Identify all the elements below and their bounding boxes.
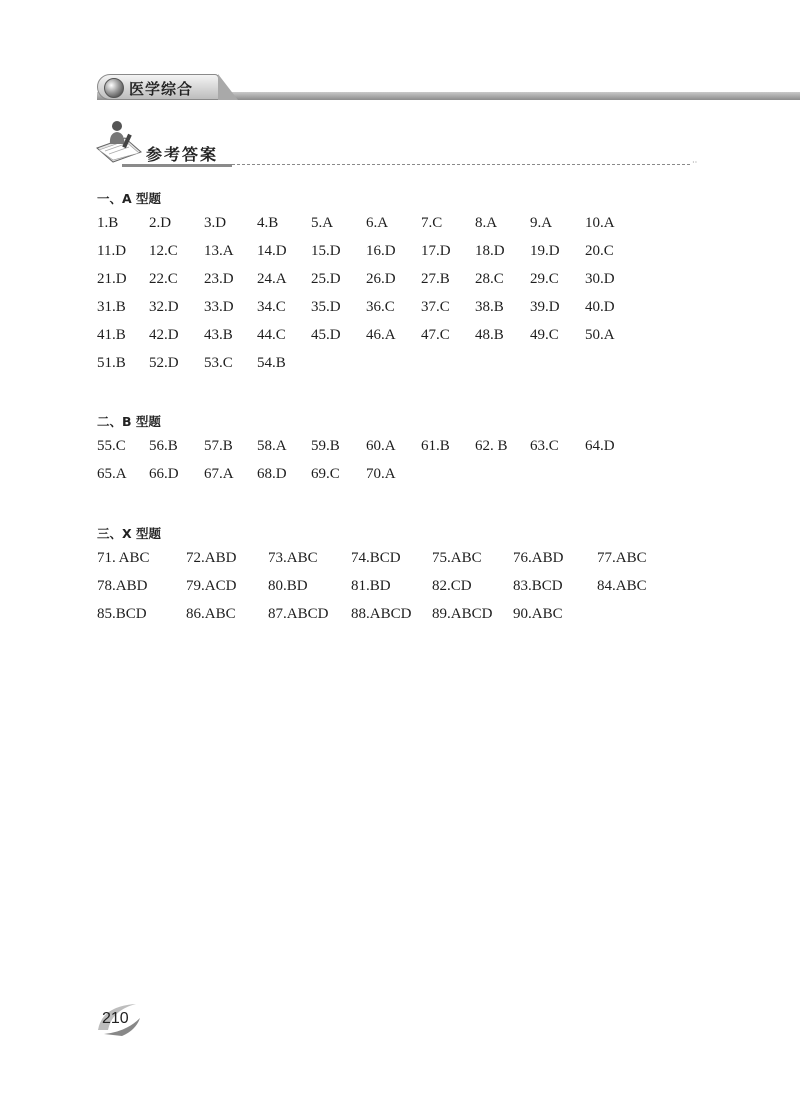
answer-item: 83.BCD — [513, 578, 563, 594]
answer-item: 49.C — [530, 327, 559, 343]
answer-item: 51.B — [97, 355, 126, 371]
section-3 — [97, 524, 647, 628]
answer-item: 81.BD — [351, 578, 391, 594]
answer-item: 66.D — [149, 466, 179, 482]
answer-item: 50.A — [585, 327, 615, 343]
answer-item: 12.C — [149, 243, 178, 259]
answer-item: 33.D — [204, 299, 234, 315]
answer-item: 38.B — [475, 299, 504, 315]
section-1 — [97, 189, 615, 377]
answer-row — [97, 544, 647, 572]
answer-item: 13.A — [204, 243, 234, 259]
answer-item: 73.ABC — [268, 550, 318, 566]
answer-item: 15.D — [311, 243, 341, 259]
answer-item: 70.A — [366, 466, 396, 482]
answer-item: 72.ABD — [186, 550, 237, 566]
answer-item: 3.D — [204, 215, 227, 231]
header-title: 医学综合 — [129, 80, 194, 98]
answer-item: 17.D — [421, 243, 451, 259]
answer-item: 37.C — [421, 299, 450, 315]
answer-item: 84.ABC — [597, 578, 647, 594]
answer-item: 30.D — [585, 271, 615, 287]
answer-item: 77.ABC — [597, 550, 647, 566]
answer-row — [97, 293, 615, 321]
answers-dotted-rule — [232, 164, 690, 165]
section-title: 二、B 型题 — [97, 414, 161, 429]
answer-grid — [97, 432, 615, 488]
answer-item: 14.D — [257, 243, 287, 259]
answer-item: 80.BD — [268, 578, 308, 594]
page-number-badge — [96, 1000, 146, 1036]
answer-item: 61.B — [421, 438, 450, 454]
answer-item: 1.B — [97, 215, 119, 231]
answer-item: 7.C — [421, 215, 443, 231]
answer-item: 5.A — [311, 215, 334, 231]
section-title: 一、A 型题 — [97, 191, 162, 206]
header-tab — [97, 74, 219, 100]
answer-row — [97, 209, 615, 237]
answers-underline — [122, 164, 232, 167]
answer-item: 75.ABC — [432, 550, 482, 566]
answer-row — [97, 237, 614, 265]
answer-item: 27.B — [421, 271, 450, 287]
answer-item: 55.C — [97, 438, 126, 454]
answer-item: 58.A — [257, 438, 287, 454]
answer-item: 60.A — [366, 438, 396, 454]
answer-grid — [97, 209, 615, 377]
answer-item: 90.ABC — [513, 606, 563, 622]
answer-item: 41.B — [97, 327, 126, 343]
answer-item: 24.A — [257, 271, 287, 287]
answer-item: 25.D — [311, 271, 341, 287]
answer-item: 9.A — [530, 215, 553, 231]
answer-item: 43.B — [204, 327, 233, 343]
answer-row — [97, 432, 615, 460]
answer-item: 65.A — [97, 466, 127, 482]
answer-grid — [97, 544, 647, 628]
answer-item: 11.D — [97, 243, 127, 259]
answer-item: 31.B — [97, 299, 126, 315]
answer-row — [97, 572, 647, 600]
answer-item: 23.D — [204, 271, 234, 287]
answer-item: 67.A — [204, 466, 234, 482]
answer-item: 62. B — [475, 438, 508, 454]
answer-item: 19.D — [530, 243, 560, 259]
answer-item: 32.D — [149, 299, 179, 315]
answer-item: 42.D — [149, 327, 179, 343]
answer-item: 82.CD — [432, 578, 472, 594]
answer-item: 34.C — [257, 299, 286, 315]
answer-item: 48.B — [475, 327, 504, 343]
section-title: 三、X 型题 — [97, 526, 161, 541]
answer-item: 46.A — [366, 327, 396, 343]
answer-item: 36.C — [366, 299, 395, 315]
answer-item: 56.B — [149, 438, 178, 454]
answer-item: 8.A — [475, 215, 498, 231]
answer-item: 47.C — [421, 327, 450, 343]
answer-item: 71. ABC — [97, 550, 150, 566]
answer-item: 79.ACD — [186, 578, 237, 594]
answer-item: 59.B — [311, 438, 340, 454]
answer-item: 63.C — [530, 438, 559, 454]
answer-item: 2.D — [149, 215, 172, 231]
section-2 — [97, 412, 615, 488]
answer-item: 88.ABCD — [351, 606, 412, 622]
answer-item: 29.C — [530, 271, 559, 287]
answer-item: 26.D — [366, 271, 396, 287]
page-number: 210 — [102, 1010, 129, 1027]
answer-row — [97, 600, 563, 628]
answer-item: 87.ABCD — [268, 606, 329, 622]
answer-item: 40.D — [585, 299, 615, 315]
answer-item: 78.ABD — [97, 578, 148, 594]
answer-item: 68.D — [257, 466, 287, 482]
answer-item: 64.D — [585, 438, 615, 454]
answer-row — [97, 460, 396, 488]
answer-row — [97, 321, 615, 349]
answer-item: 18.D — [475, 243, 505, 259]
answer-item: 89.ABCD — [432, 606, 493, 622]
answer-item: 74.BCD — [351, 550, 401, 566]
answer-item: 45.D — [311, 327, 341, 343]
answer-item: 76.ABD — [513, 550, 564, 566]
rule-end-mark: ·· — [692, 158, 698, 167]
answer-item: 39.D — [530, 299, 560, 315]
answer-item: 53.C — [204, 355, 233, 371]
answer-item: 44.C — [257, 327, 286, 343]
answer-row — [97, 265, 615, 293]
answer-item: 20.C — [585, 243, 614, 259]
answer-item: 85.BCD — [97, 606, 147, 622]
answer-row — [97, 349, 286, 377]
answer-item: 69.C — [311, 466, 340, 482]
answer-item: 21.D — [97, 271, 127, 287]
answer-item: 52.D — [149, 355, 179, 371]
answer-item: 35.D — [311, 299, 341, 315]
answer-item: 10.A — [585, 215, 615, 231]
answer-item: 22.C — [149, 271, 178, 287]
answers-title: 参考答案 — [146, 145, 219, 164]
answer-item: 28.C — [475, 271, 504, 287]
answer-item: 57.B — [204, 438, 233, 454]
answer-item: 86.ABC — [186, 606, 236, 622]
answer-item: 16.D — [366, 243, 396, 259]
reading-person-icon — [95, 118, 143, 166]
answer-item: 6.A — [366, 215, 389, 231]
answer-item: 4.B — [257, 215, 279, 231]
answer-item: 54.B — [257, 355, 286, 371]
sphere-icon — [104, 78, 124, 98]
